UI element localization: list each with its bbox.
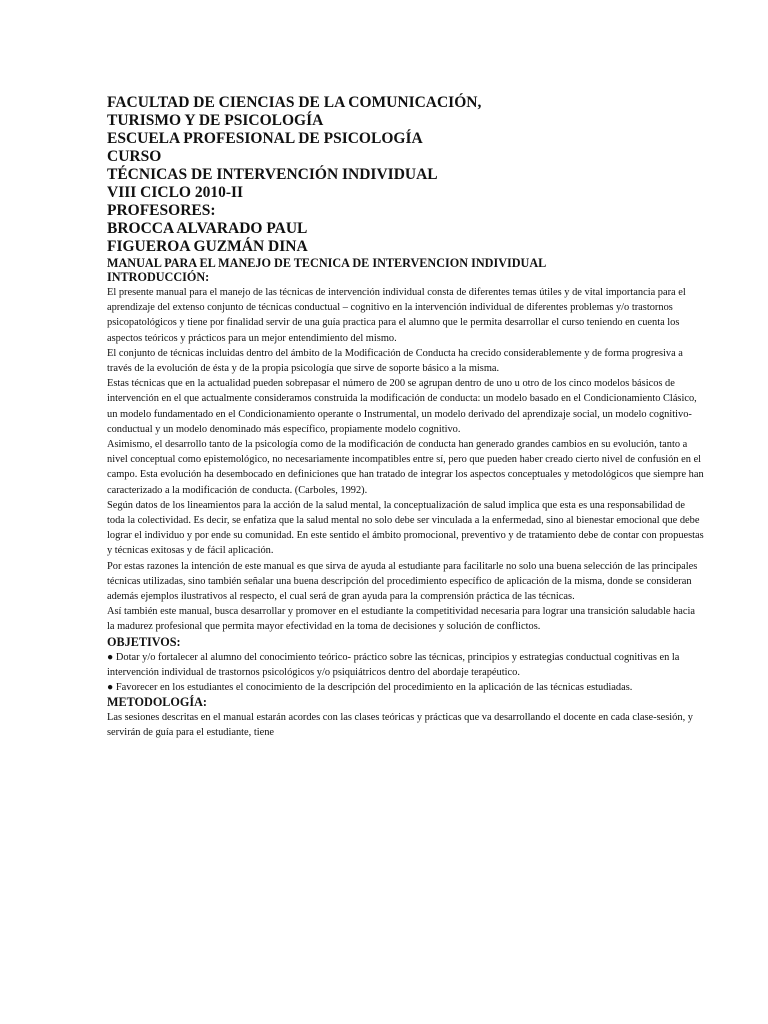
bullet-icon: ●	[107, 651, 114, 663]
intro-paragraph-5: Según datos de los lineamientos para la acción de la salud mental, la conceptualización de salud implica que esta es una responsabilidad de toda la colectividad. Es decir, se enfatiza que la salud mental no solo debe ser vinculada a la enfermedad, sino al bienestar emocional que debe lograr el individuo y por ende su comunidad. En este sentido el ámbito promocional, preventivo y de tratamiento debe de contar con propuestas y técnicas exitosas y de fácil aplicación.	[107, 499, 704, 557]
title-course-label: CURSO	[107, 148, 162, 165]
title-faculty-cont: TURISMO Y DE PSICOLOGÍA	[107, 112, 324, 129]
bullet-icon: ●	[107, 682, 114, 694]
objetivo-item-2	[107, 680, 705, 695]
title-faculty: FACULTAD DE CIENCIAS DE LA COMUNICACIÓN,	[107, 94, 482, 111]
manual-heading: MANUAL PARA EL MANEJO DE TECNICA DE INTERVENCION INDIVIDUAL	[107, 256, 547, 270]
objetivo-text-1: Dotar y/o fortalecer al alumno del conocimiento teórico- práctico sobre las técnicas, principios y estrategias conductual cognitivas en la intervención individual de trastornos psicológicos y/o psiquiátricos dentro del abordaje terapéutico.	[107, 651, 680, 678]
intro-paragraph-7: Así también este manual, busca desarrollar y promover en el estudiante la competitividad necesaria para lograr una transición saludable hacia la madurez profesional que permita mayor efectividad en la toma de decisiones y solución de conflictos.	[107, 606, 695, 633]
intro-paragraph-3: Estas técnicas que en la actualidad pueden sobrepasar el número de 200 se agrupan dentro de uno u otro de los cinco modelos básicos de intervención en el que actualmente consideramos construida la modificación de conducta: un modelo basado en el Condicionamiento Clásico, un modelo fundamentado en el Condicionamiento operante o Instrumental, un modelo derivado del aprendizaje social, un modelo cognitivo-conductual y un modelo denominado más específico, propiamente modelo cognitivo.	[107, 378, 697, 435]
intro-paragraph-6: Por estas razones la intención de este manual es que sirva de ayuda al estudiante para facilitarle no solo una buena selección de las principales técnicas utilizadas, sino también señalar una buena descripción del procedimiento específico de aplicación de la misma, donde se consideran además ejemplos ilustrativos al respecto, el cual será de gran ayuda para la comprensión práctica de las técnicas.	[107, 560, 698, 603]
intro-paragraph-1: El presente manual para el manejo de las técnicas de intervención individual consta de diferentes temas útiles y de vital importancia para el aprendizaje del extenso conjunto de técnicas conductual – cognitivo en la intervención individual de diferentes problemas y/o trastornos psicopatológicos y tiene por finalidad servir de una guía practica para el alumno que le permita desarrollar el curso teniendo en cuenta los aspectos teóricos y prácticos para un mejor entendimiento del mismo.	[107, 287, 686, 344]
title-professor-2: FIGUEROA GUZMÁN DINA	[107, 238, 308, 255]
title-block	[107, 94, 705, 256]
objetivos-heading: OBJETIVOS:	[107, 634, 181, 649]
intro-paragraph-2: El conjunto de técnicas incluidas dentro del ámbito de la Modificación de Conducta ha crecido considerablemente y de forma progresiva a través de la evolución de ésta y de la propia psicología que sirve de soporte básico a la misma.	[107, 347, 683, 375]
title-course-name: TÉCNICAS DE INTERVENCIÓN INDIVIDUAL	[107, 166, 438, 183]
title-professors-label: PROFESORES:	[107, 202, 216, 219]
objetivo-text-2: Favorecer en los estudiantes el conocimiento de la descripción del procedimiento en la aplicación de las técnicas estudiadas.	[115, 682, 633, 694]
objetivo-item-1	[107, 650, 705, 680]
intro-paragraph-4: Asimismo, el desarrollo tanto de la psicología como de la modificación de conducta han generado grandes cambios en su evolución, tanto a nivel conceptual como epistemológico, no necesariamente incompatibles entre sí, pero que pueden haber creado cierto nivel de confusión en el campo. Esta evolución ha desembocado en definiciones que han tratado de integrar los aspectos conceptuales y metodológicos que siempre han caracterizado a la modificación de conducta. (Carboles, 1992).	[107, 439, 704, 496]
title-school: ESCUELA PROFESIONAL DE PSICOLOGÍA	[107, 130, 423, 147]
metodologia-paragraph-1: Las sesiones descritas en el manual estarán acordes con las clases teóricas y prácticas que va desarrollando el docente en cada clase-sesión, y servirán de guía para el estudiante, tiene	[107, 712, 693, 739]
document-page	[107, 94, 705, 741]
title-professor-1: BROCCA ALVARADO PAUL	[107, 220, 308, 237]
title-cycle: VIII CICLO 2010-II	[107, 184, 244, 201]
metodologia-heading: METODOLOGÍA:	[107, 695, 207, 710]
intro-heading: INTRODUCCIÓN:	[107, 270, 210, 284]
